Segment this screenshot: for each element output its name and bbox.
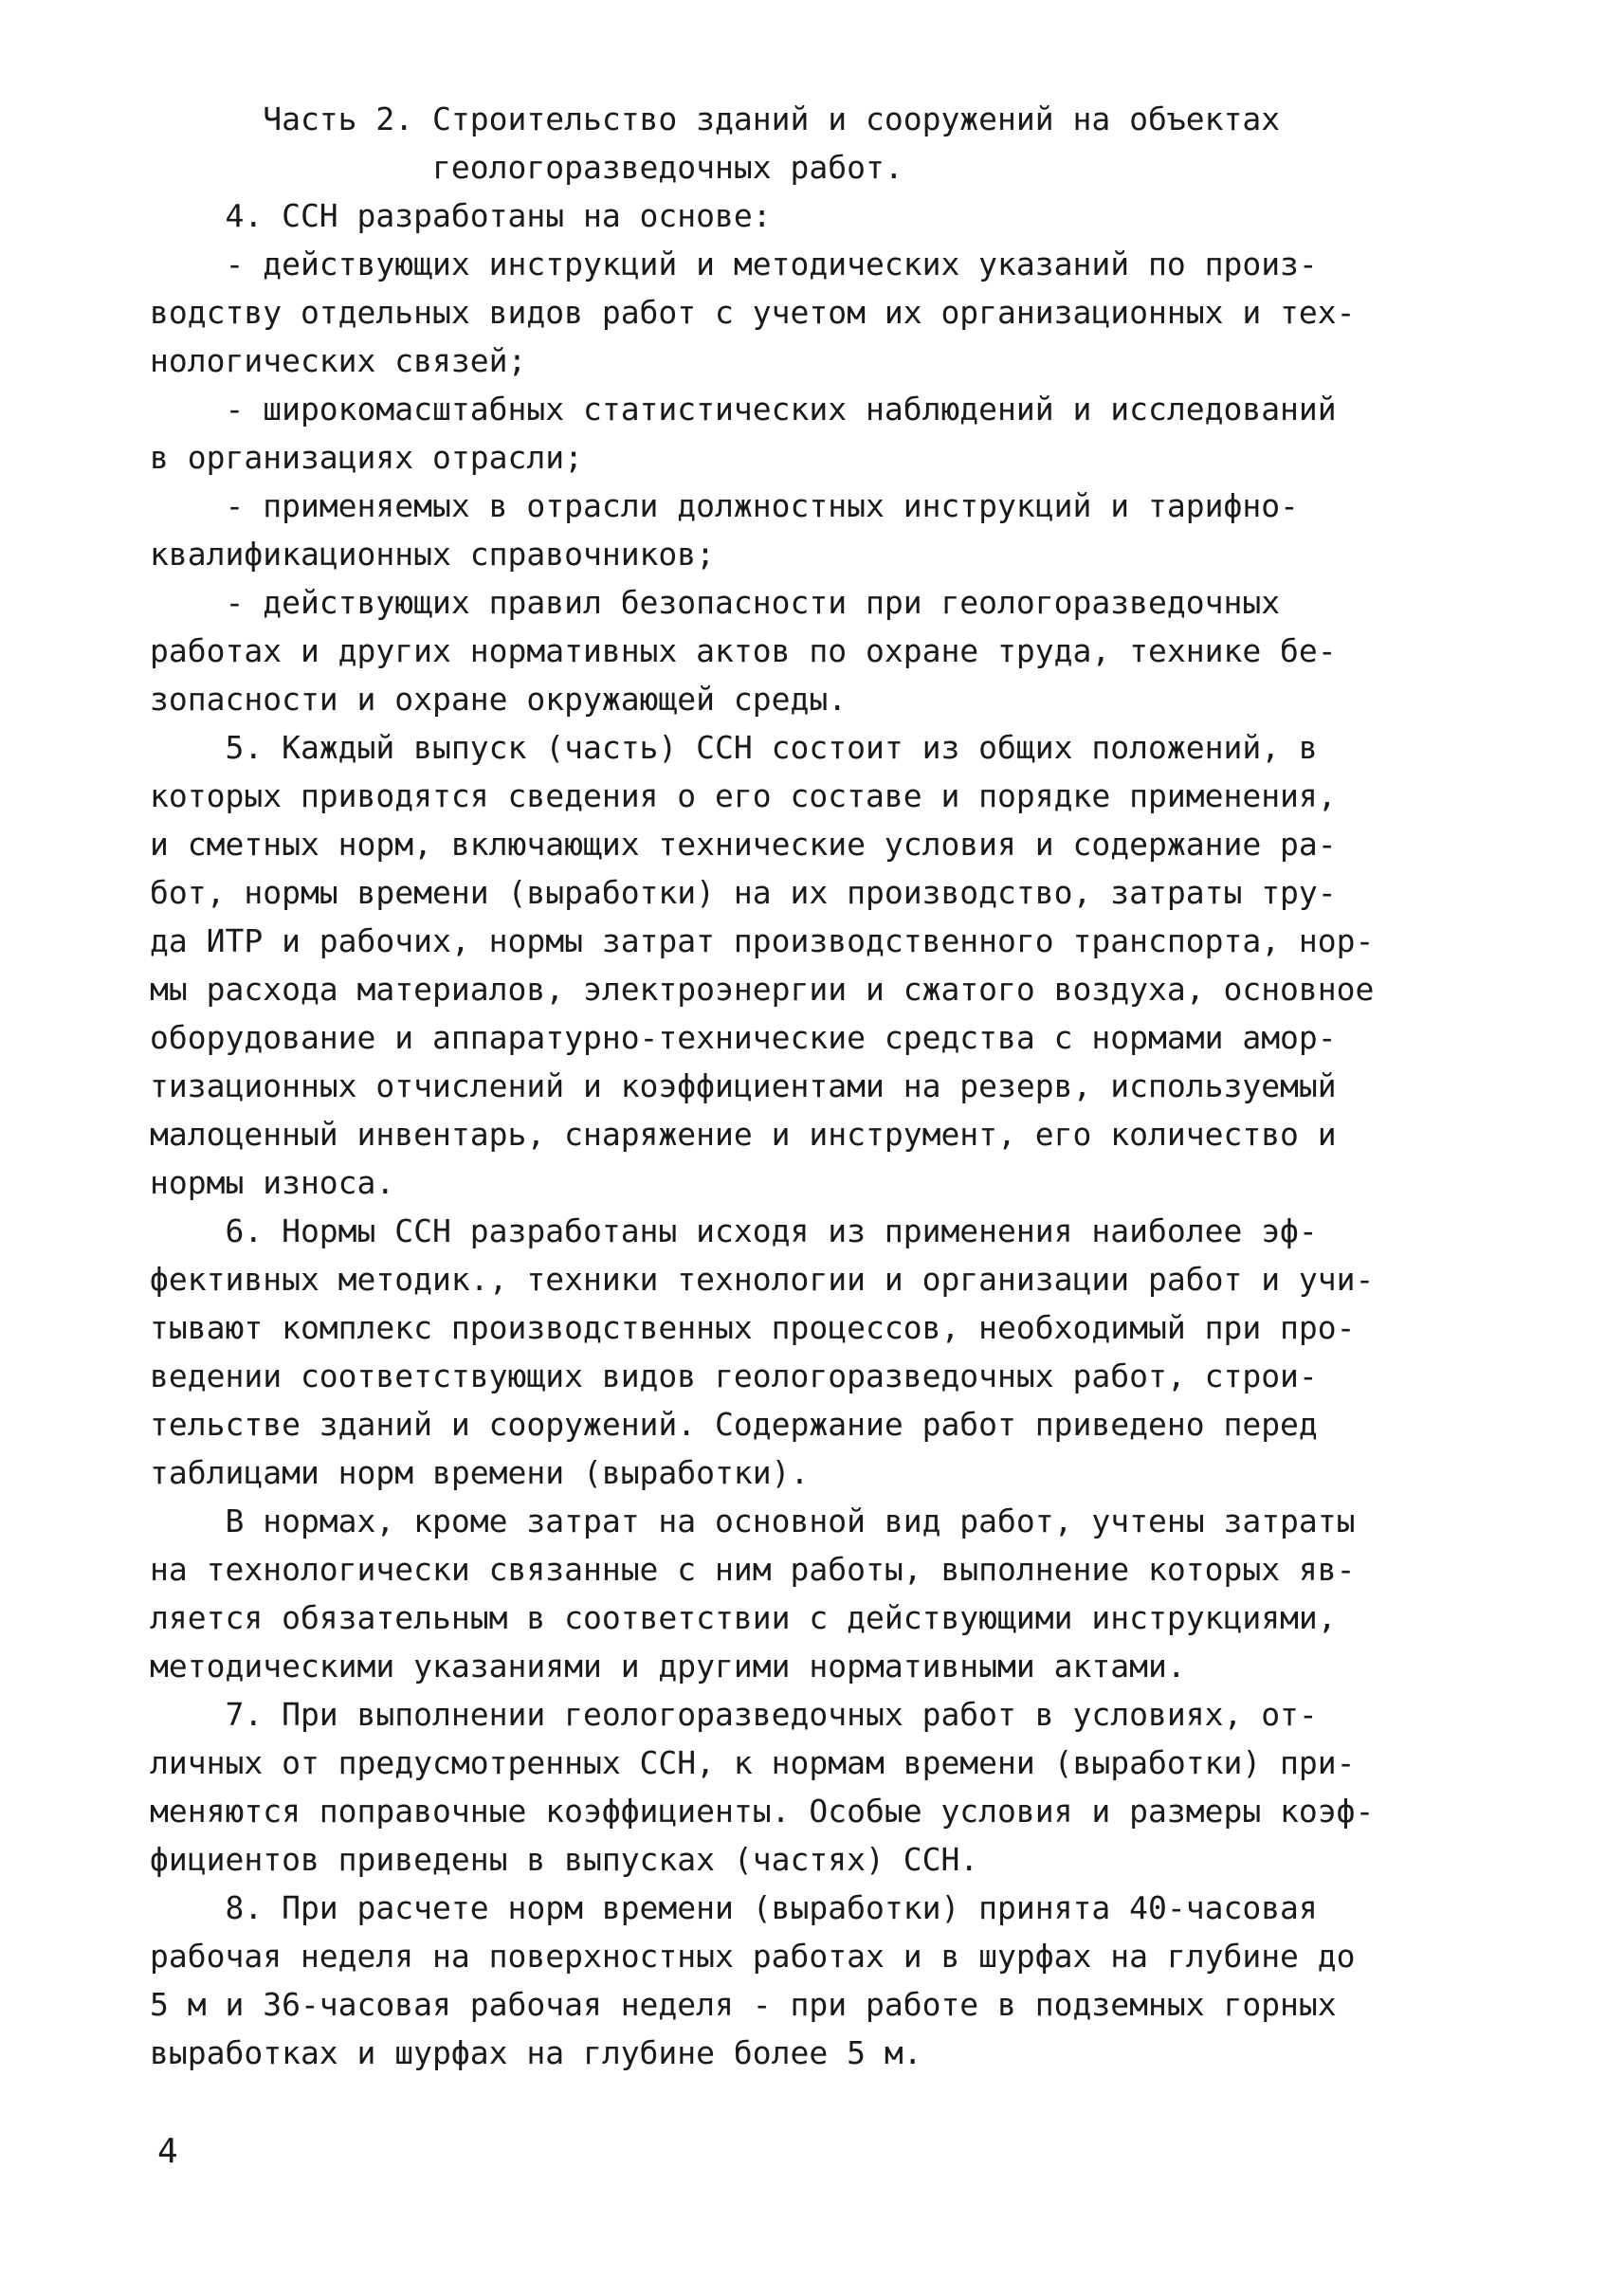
text-line: фективных методик., техники технологии и организации работ и учи-: [150, 1261, 1375, 1298]
text-line: личных от предусмотренных ССН, к нормам времени (выработки) при-: [150, 1744, 1356, 1781]
text-line: оборудование и аппаратурно-технические средства с нормами амор-: [150, 1019, 1337, 1056]
text-line: тывают комплекс производственных процессов, необходимый при про-: [150, 1309, 1356, 1346]
text-line: малоценный инвентарь, снаряжение и инструмент, его количество и: [150, 1116, 1337, 1153]
text-line: фициентов приведены в выпусках (частях) ССН.: [150, 1841, 979, 1878]
text-line: выработках и шурфах на глубине более 5 м.: [150, 2034, 922, 2071]
text-line: и сметных норм, включающих технические условия и содержание ра-: [150, 826, 1337, 863]
text-line: меняются поправочные коэффициенты. Особые условия и размеры коэф-: [150, 1793, 1375, 1830]
text-line: геологоразведочных работ.: [150, 149, 903, 186]
text-line: нормы износа.: [150, 1164, 395, 1201]
text-line: на технологически связанные с ним работы, выполнение которых яв-: [150, 1551, 1356, 1588]
text-line: - широкомасштабных статистических наблюдений и исследований: [150, 391, 1337, 428]
text-line: тельстве зданий и сооружений. Содержание работ приведено перед: [150, 1406, 1318, 1443]
text-line: 8. При расчете норм времени (выработки) принята 40-часовая: [150, 1889, 1318, 1926]
text-line: методическими указаниями и другими нормативными актами.: [150, 1648, 1186, 1685]
text-line: 5. Каждый выпуск (часть) ССН состоит из общих положений, в: [150, 729, 1318, 766]
text-line: зопасности и охране окружающей среды.: [150, 681, 848, 718]
text-line: - применяемых в отрасли должностных инструкций и тарифно-: [150, 487, 1299, 524]
text-line: да ИТР и рабочих, нормы затрат производственного транспорта, нор-: [150, 922, 1375, 959]
text-line: водству отдельных видов работ с учетом их организационных и тех-: [150, 294, 1356, 331]
text-line: В нормах, кроме затрат на основной вид работ, учтены затраты: [150, 1503, 1356, 1539]
text-line: Часть 2. Строительство зданий и сооружений на объектах: [150, 100, 1281, 137]
text-line: рабочая неделя на поверхностных работах и в шурфах на глубине до: [150, 1938, 1356, 1975]
body-text: [150, 95, 1430, 2077]
text-line: в организациях отрасли;: [150, 439, 583, 476]
text-line: тизационных отчислений и коэффициентами на резерв, используемый: [150, 1067, 1337, 1104]
text-line: ляется обязательным в соответствии с действующими инструкциями,: [150, 1599, 1337, 1636]
text-line: 4. ССН разработаны на основе:: [150, 197, 772, 234]
text-line: нологических связей;: [150, 342, 527, 379]
text-line: ведении соответствующих видов геологоразведочных работ, строи-: [150, 1357, 1318, 1394]
text-line: которых приводятся сведения о его составе и порядке применения,: [150, 777, 1337, 814]
page-number: 4: [157, 2132, 178, 2171]
text-line: - действующих правил безопасности при геологоразведочных: [150, 584, 1281, 621]
text-line: квалификационных справочников;: [150, 536, 716, 573]
text-line: 7. При выполнении геологоразведочных работ в условиях, от-: [150, 1696, 1318, 1733]
text-line: 6. Нормы ССН разработаны исходя из применения наиболее эф-: [150, 1212, 1318, 1249]
text-line: бот, нормы времени (выработки) на их производство, затраты тру-: [150, 874, 1337, 911]
text-line: 5 м и 36-часовая рабочая неделя - при работе в подземных горных: [150, 1986, 1337, 2023]
text-line: таблицами норм времени (выработки).: [150, 1454, 810, 1491]
text-line: работах и других нормативных актов по охране труда, технике бе-: [150, 632, 1337, 669]
text-line: мы расхода материалов, электроэнергии и сжатого воздуха, основное: [150, 971, 1375, 1008]
text-line: - действующих инструкций и методических указаний по произ-: [150, 246, 1318, 282]
